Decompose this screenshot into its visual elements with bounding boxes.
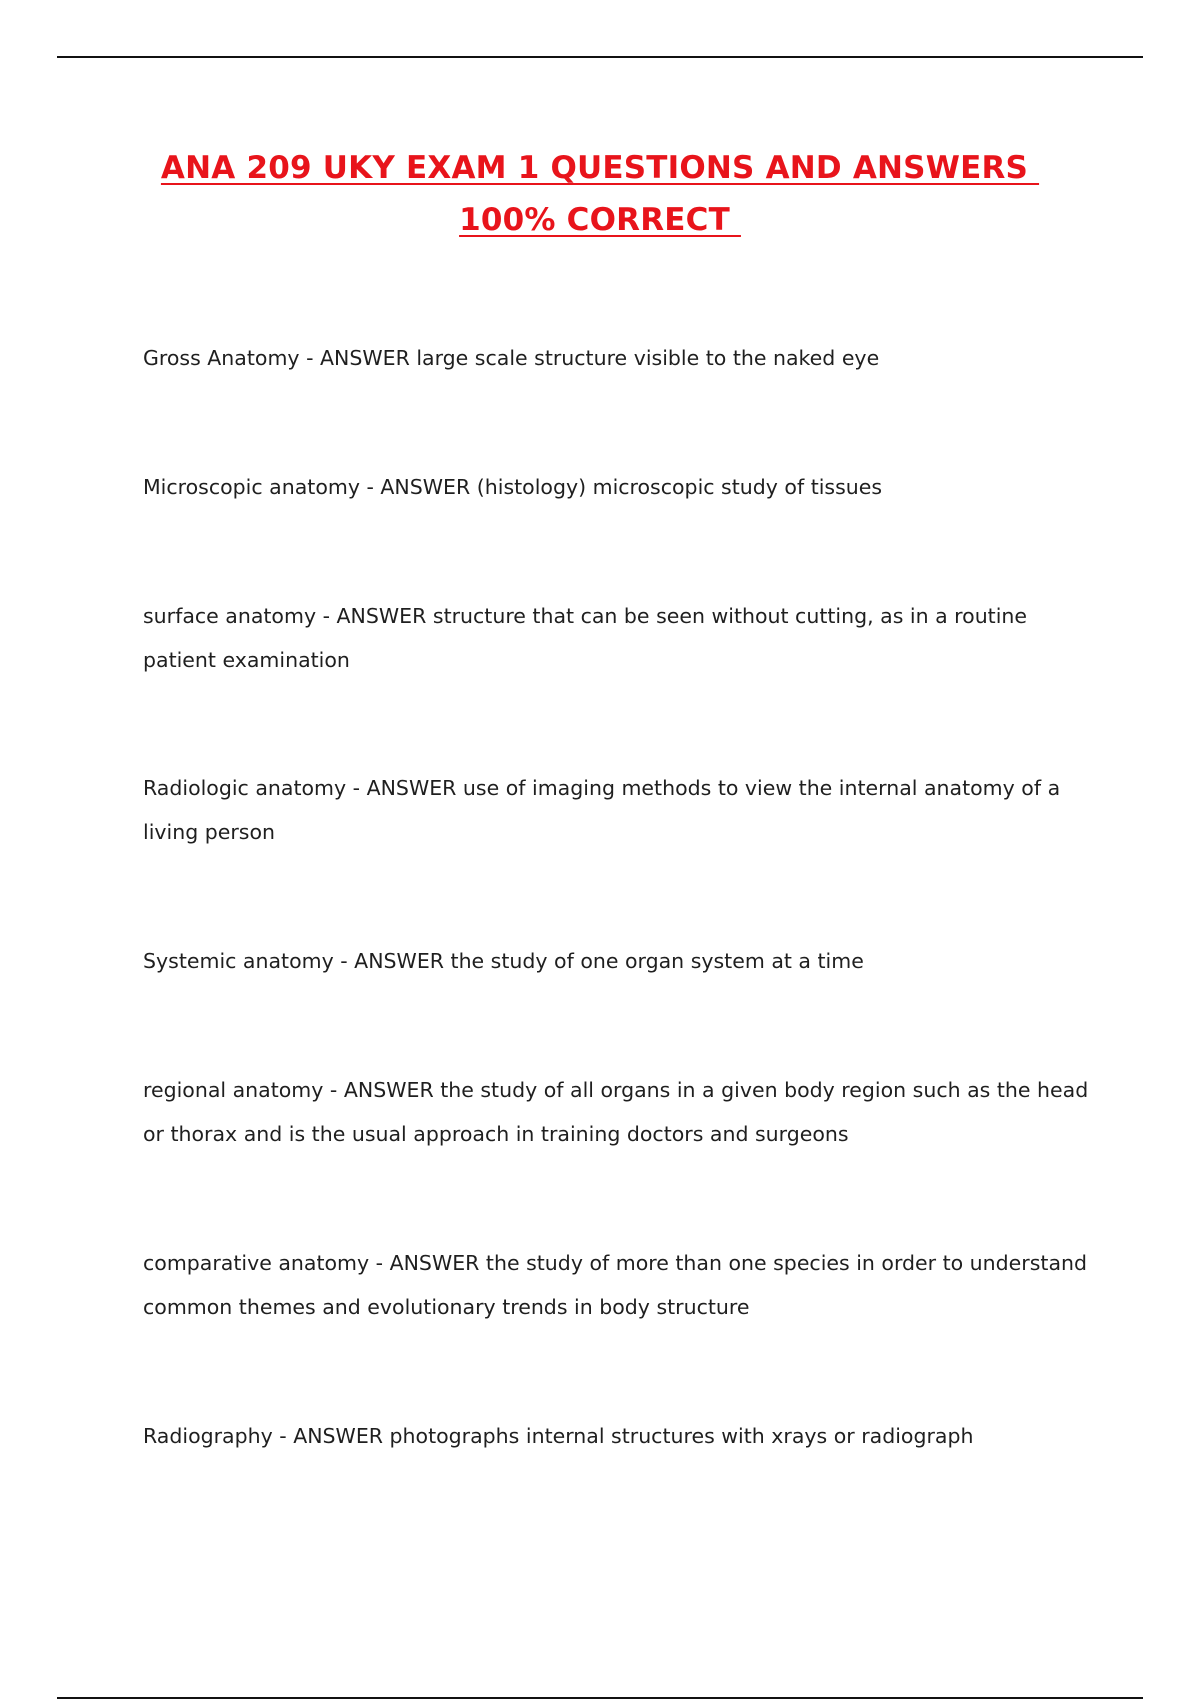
title-line-2: 100% CORRECT [459, 202, 741, 238]
qa-answer: ANSWER the study of one organ system at a time [354, 949, 864, 973]
qa-item-surface-anatomy [143, 594, 1093, 682]
qa-term: Radiography [143, 1424, 273, 1448]
qa-item-systemic-anatomy [143, 939, 864, 983]
document-title [0, 142, 1200, 246]
qa-answer: ANSWER use of imaging methods to view the internal anatomy of a living person [143, 776, 1061, 844]
qa-separator: - [323, 1078, 344, 1102]
qa-separator: - [369, 1251, 390, 1275]
qa-term: surface anatomy [143, 604, 317, 628]
qa-answer: ANSWER the study of more than one species in order to understand common themes and evolutionary trends in body structure [143, 1251, 1088, 1319]
qa-item-microscopic-anatomy [143, 465, 882, 509]
qa-item-comparative-anatomy [143, 1241, 1093, 1329]
qa-term: regional anatomy [143, 1078, 324, 1102]
qa-term: Systemic anatomy [143, 949, 334, 973]
qa-separator: - [346, 776, 367, 800]
qa-term: Radiologic anatomy [143, 776, 347, 800]
qa-answer: ANSWER large scale structure visible to the naked eye [319, 346, 880, 370]
qa-item-regional-anatomy [143, 1068, 1093, 1156]
qa-separator: - [316, 604, 337, 628]
qa-answer: ANSWER (histology) microscopic study of tissues [380, 475, 883, 499]
qa-item-radiography [143, 1414, 973, 1458]
qa-item-radiologic-anatomy [143, 766, 1093, 854]
qa-term: Microscopic anatomy [143, 475, 360, 499]
qa-separator: - [299, 346, 320, 370]
qa-answer: ANSWER photographs internal structures with xrays or radiograph [293, 1424, 974, 1448]
top-rule [57, 56, 1143, 58]
title-line-1: ANA 209 UKY EXAM 1 QUESTIONS AND ANSWERS [160, 150, 1040, 186]
qa-separator: - [333, 949, 355, 973]
qa-separator: - [272, 1424, 294, 1448]
qa-term: comparative anatomy [143, 1251, 370, 1275]
qa-term: Gross Anatomy [143, 346, 300, 370]
qa-answer: ANSWER structure that can be seen without cutting, as in a routine patient examination [143, 604, 1028, 672]
qa-separator: - [359, 475, 381, 499]
qa-item-gross-anatomy [143, 336, 879, 380]
qa-answer: ANSWER the study of all organs in a given body region such as the head or thorax and is the usual approach in training doctors and surgeons [143, 1078, 1089, 1146]
bottom-rule [57, 1697, 1143, 1699]
